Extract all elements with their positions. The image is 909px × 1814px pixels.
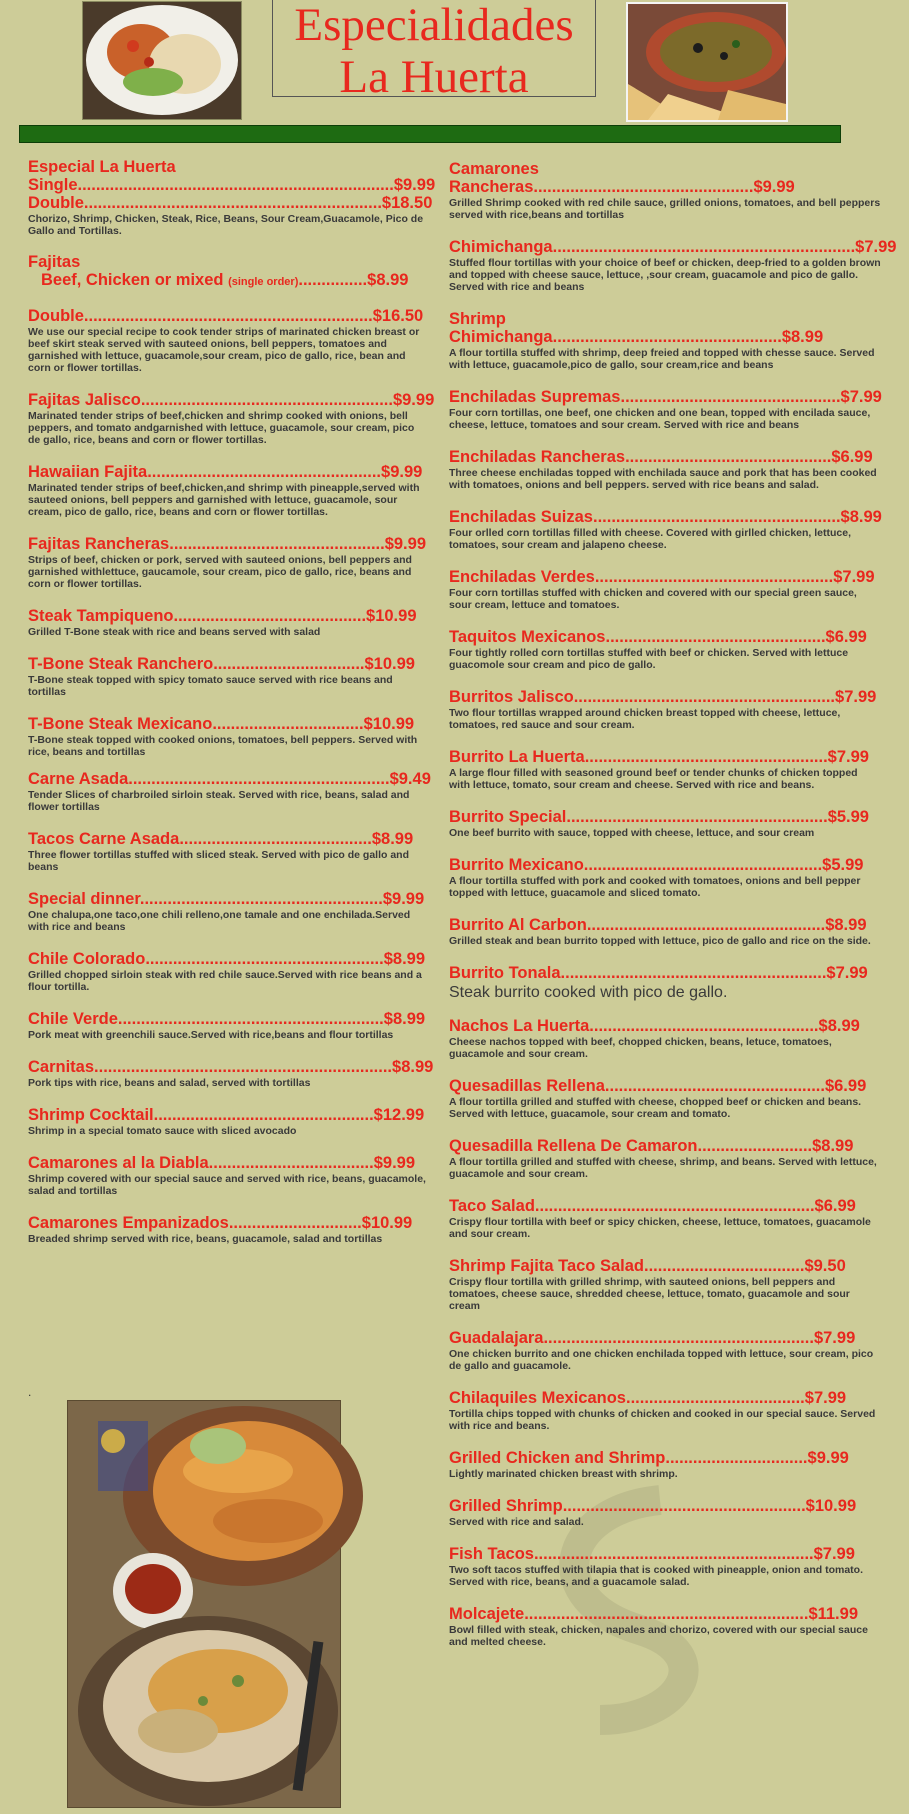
- menu-item: Steak Tampiqueno..........................................$10.99 Grilled T-Bone steak with rice and beans served with salad: [28, 607, 428, 638]
- item-description: One chalupa,one taco,one chili relleno,one tamale and one enchilada.Served with rice and beans: [28, 909, 411, 933]
- item-title: Especial La Huerta: [28, 158, 176, 176]
- menu-item: Fajitas Rancheras...............................................$9.99 Strips of beef, chicken or pork, served with sauteed onions, bell peppers and garnished withlettuce, gaucamole, sour cream, pico de gallo, rice, beans and corn or flower tortillas.: [28, 535, 426, 590]
- item-description: A flour tortilla grilled and stuffed with cheese, chopped beef or chicken and beans. Served with lettuce, guacamole, sour cream and tomato.: [449, 1096, 862, 1120]
- menu-item-fajitas: [28, 253, 428, 291]
- item-title: Fajitas: [28, 253, 81, 271]
- stray-dot: .: [28, 1385, 32, 1399]
- menu-item: Shrimp Fajita Taco Salad...................................$9.50 Crispy flour tortilla with grilled shrimp, with sauteed onions, bell peppers and tomatoes, cheese sauce, shredded cheese, lettuce, tomato, guacamole and sour cream: [449, 1257, 881, 1312]
- menu-item: T-Bone Steak Mexicano.................................$10.99 T-Bone steak topped with cooked onions, tomatoes, bell peppers. Served with rice, beans and tortillas: [28, 715, 428, 758]
- menu-item: T-Bone Steak Ranchero.................................$10.99 T-Bone steak topped with spicy tomato sauce served with rice beans and tortillas: [28, 655, 428, 698]
- menu-item: Guadalajara...........................................................$7.99 One chicken burrito and one chicken enchilada topped with lettuce, sour cream, pico de gallo and guacamole.: [449, 1329, 881, 1372]
- item-description: Grilled steak and bean burrito topped with lettuce, pico de gallo and rice on the side.: [449, 935, 871, 947]
- item-description: Four corn tortillas, one beef, one chicken and one bean, topped with encilada sauce, cheese, lettuce, tomatoes and sour cream. Served with rice and beans: [449, 407, 871, 431]
- title-line-1: Especialidades: [294, 0, 574, 51]
- item-description: A flour tortilla stuffed with pork and cooked with tomatoes, onions and bell pepper topped with lettuce, guacamole and sliced tomato.: [449, 875, 861, 899]
- item-description: Cheese nachos topped with beef, chopped chicken, beans, letuce, tomatoes, guacamole and sour cream.: [449, 1036, 832, 1060]
- rice-plate-photo: [82, 1, 242, 120]
- menu-item: Molcajete..............................................................$11.99 Bowl filled with steak, chicken, napales and chorizo, covered with our special sauce and melted cheese.: [449, 1605, 881, 1648]
- item-name-line: Single.....................................................................$9.99: [28, 176, 436, 194]
- menu-item: Special dinner.....................................................$9.99 One chalupa,one taco,one chili relleno,one tamale and one enchilada.Served with rice and beans: [28, 890, 428, 933]
- item-description: T-Bone steak topped with spicy tomato sauce served with rice beans and tortillas: [28, 674, 393, 698]
- menu-item: Fish Tacos.............................................................$7.99 Two soft tacos stuffed with tilapia that is cooked with pineapple, onion and tomato. Served with rice, beans, and a guacamole salad.: [449, 1545, 881, 1588]
- item-description: Two flour tortillas wrapped around chicken breast topped with cheese, lettuce, tomatoes, red sauce and sour cream.: [449, 707, 841, 731]
- item-description: Pork tips with rice, beans and salad, served with tortillas: [28, 1077, 311, 1089]
- menu-item: Grilled Chicken and Shrimp...............................$9.99 Lightly marinated chicken breast with shrimp.: [449, 1449, 881, 1480]
- menu-item-shrimp-chimichanga: Shrimp Chimichanga..................................................$8.99 A flour tortilla stuffed with shrimp, deep freied and topped with chesse sauce. Served with lettuce, guacamole,pico de gallo, sour cream,rice and beans: [449, 310, 881, 371]
- menu-item: Nachos La Huerta..................................................$8.99 Cheese nachos topped with beef, chopped chicken, beans, letuce, tomatoes, guacamole and sour cream.: [449, 1017, 881, 1060]
- menu-item: Burrito Al Carbon....................................................$8.99 Grilled steak and bean burrito topped with lettuce, pico de gallo and rice on the side.: [449, 916, 881, 947]
- item-description: Tortilla chips topped with chunks of chicken and cooked in our special sauce. Served with rice and beans.: [449, 1408, 876, 1432]
- menu-item: Carnitas.................................................................$8.99 Pork tips with rice, beans and salad, served with tortillas: [28, 1058, 434, 1089]
- item-description: One chicken burrito and one chicken enchilada topped with lettuce, sour cream, pico de gallo and guacamole.: [449, 1348, 874, 1372]
- item-description: Strips of beef, chicken or pork, served with sauteed onions, bell peppers and garnished withlettuce, gaucamole, sour cream, pico de gallo, rice, beans and corn or flower tortillas.: [28, 554, 412, 590]
- menu-item-camarones: Camarones Rancheras................................................$9.99 Grilled Shrimp cooked with red chile sauce, grilled onions, tomatoes, and bell peppers served with rice,beans and tortillas: [449, 160, 881, 221]
- item-description: Crispy flour tortilla with beef or spicy chicken, cheese, lettuce, tomatoes, guacamole and sour cream.: [449, 1216, 871, 1240]
- item-description: Crispy flour tortilla with grilled shrimp, with sauteed onions, bell peppers and tomatoes, cheese sauce, shredded cheese, lettuce, tomato, guacamole and sour cream: [449, 1276, 850, 1312]
- right-menu-column: [449, 160, 897, 1648]
- menu-item: Burrito Tonala..........................................................$7.99 Steak burrito cooked with pico de gallo.: [449, 964, 881, 1002]
- item-description: A flour tortilla stuffed with shrimp, deep freied and topped with chesse sauce. Served with lettuce, guacamole,pico de gallo, sour cream,rice and beans: [449, 347, 875, 371]
- left-menu-column: [28, 158, 436, 1245]
- item-title: Shrimp: [449, 310, 506, 328]
- item-description: We use our special recipe to cook tender strips of marinated chicken breast or beef skirt steak served with sauteed onions, bell peppers, tomatoes and garnished with lettuce, guacamole,sour cream, pico de gallo, rice, bean and corn or flower tortillas.: [28, 326, 420, 374]
- item-description: Grilled chopped sirloin steak with red chile sauce.Served with rice beans and a flour tortilla.: [28, 969, 422, 993]
- divider-bar: [19, 125, 841, 143]
- item-title: Camarones: [449, 160, 539, 178]
- menu-item: Burrito La Huerta.....................................................$7.99 A large flour filled with seasoned ground beef or tender chunks of chicken topped with lettuce, tomato, sour cream and cheese. Served with rice and beans.: [449, 748, 881, 791]
- item-description: Breaded shrimp served with rice, beans, guacamole, salad and tortillas: [28, 1233, 383, 1245]
- title-line-2: La Huerta: [339, 51, 529, 103]
- item-description: Grilled T-Bone steak with rice and beans served with salad: [28, 626, 321, 638]
- item-description: Bowl filled with steak, chicken, napales and chorizo, covered with our special sauce and melted cheese.: [449, 1624, 868, 1648]
- item-description: Four orlled corn tortillas filled with cheese. Covered with girlled chicken, lettuce, tomatoes, sour cream and jalapeno cheese.: [449, 527, 852, 551]
- menu-item: Camarones Empanizados.............................$10.99 Breaded shrimp served with rice, beans, guacamole, salad and tortillas: [28, 1214, 428, 1245]
- item-description: Grilled Shrimp cooked with red chile sauce, grilled onions, tomatoes, and bell peppers served with rice,beans and tortillas: [449, 197, 881, 221]
- item-description: A large flour filled with seasoned ground beef or tender chunks of chicken topped with lettuce, tomato, sour cream and cheese. Served with rice and beans.: [449, 767, 858, 791]
- item-description: Stuffed flour tortillas with your choice of beef or chicken, deep-fried to a golden brown and topped with cheese sauce, lettuce, ,sour cream, guacamole and pico de gallo. Served with rice and beans: [449, 257, 881, 293]
- menu-item: Taco Salad.............................................................$6.99 Crispy flour tortilla with beef or spicy chicken, cheese, lettuce, tomatoes, guacamole and sour cream.: [449, 1197, 881, 1240]
- item-description: Chorizo, Shrimp, Chicken, Steak, Rice, Beans, Sour Cream,Guacamole, Pico de Gallo and Tortillas.: [28, 213, 424, 237]
- menu-item: Double...............................................................$16.50 We use our special recipe to cook tender strips of marinated chicken breast or beef skirt steak served with sauteed onions, bell peppers, tomatoes and garnished with lettuce, guacamole,sour cream, pico de gallo, rice, bean and corn or flower tortillas.: [28, 307, 428, 374]
- menu-item: Burrito Special.........................................................$5.99 One beef burrito with sauce, topped with cheese, lettuce, and sour cream: [449, 808, 881, 839]
- item-name-line: Double.................................................................$18.50: [28, 194, 433, 212]
- dip-and-chips-photo: [626, 2, 788, 122]
- item-name-line: Beef, Chicken or mixed (single order)...............$8.99: [41, 271, 409, 289]
- menu-item: Enchiladas Suizas......................................................$8.99 Four orlled corn tortillas filled with cheese. Covered with girlled chicken, lettuce, tomatoes, sour cream and jalapeno cheese.: [449, 508, 882, 551]
- menu-item: Quesadillas Rellena................................................$6.99 A flour tortilla grilled and stuffed with cheese, chopped beef or chicken and beans. Served with lettuce, guacamole, sour cream and tomato.: [449, 1077, 881, 1120]
- item-description: T-Bone steak topped with cooked onions, tomatoes, bell peppers. Served with rice, beans and tortillas: [28, 734, 418, 758]
- item-description: Three cheese enchiladas topped with enchilada sauce and pork that has been cooked with tomatoes, onions and bell peppers. served with rice beans and salad.: [449, 467, 877, 491]
- menu-item: Tacos Carne Asada..........................................$8.99 Three flower tortillas stuffed with sliced steak. Served with pico de gallo and beans: [28, 830, 428, 873]
- item-description: Three flower tortillas stuffed with sliced steak. Served with pico de gallo and beans: [28, 849, 409, 873]
- menu-item: Burrito Mexicano....................................................$5.99 A flour tortilla stuffed with pork and cooked with tomatoes, onions and bell pepper topped with lettuce, guacamole and sliced tomato.: [449, 856, 881, 899]
- menu-item: Grilled Shrimp.....................................................$10.99 Served with rice and salad.: [449, 1497, 881, 1528]
- menu-item: Chile Colorado....................................................$8.99 Grilled chopped sirloin steak with red chile sauce.Served with rice beans and a flour tortilla.: [28, 950, 428, 993]
- menu-item: Enchiladas Verdes....................................................$7.99 Four corn tortillas stuffed with chicken and covered with our special green sauce, sour cream, lettuce and tomatoes.: [449, 568, 881, 611]
- menu-item: Burritos Jalisco.........................................................$7.99 Two flour tortillas wrapped around chicken breast topped with cheese, lettuce, tomatoes, red sauce and sour cream.: [449, 688, 881, 731]
- menu-item: Quesadilla Rellena De Camaron.........................$8.99 A flour tortilla grilled and stuffed with cheese, shrimp, and beans. Served with lettuce, guacamole and sour cream.: [449, 1137, 881, 1180]
- menu-item: Enchiladas Supremas................................................$7.99 Four corn tortillas, one beef, one chicken and one bean, topped with encilada sauce, cheese, lettuce, tomatoes and sour cream. Served with rice and beans: [449, 388, 882, 431]
- menu-title: [272, 0, 596, 103]
- menu-item: Camarones al la Diabla....................................$9.99 Shrimp covered with our special sauce and served with rice, beans, guacamole, salad and tortillas: [28, 1154, 428, 1197]
- item-description: A flour tortilla grilled and stuffed with cheese, shrimp, and beans. Served with lettuce, guacamole and sour cream.: [449, 1156, 877, 1180]
- item-description: Four corn tortillas stuffed with chicken and covered with our special green sauce, sour cream, lettuce and tomatoes.: [449, 587, 857, 611]
- menu-item: Chilaquiles Mexicanos.......................................$7.99 Tortilla chips topped with chunks of chicken and cooked in our special sauce. Served with rice and beans.: [449, 1389, 881, 1432]
- menu-item: Chimichanga..................................................................$7.99 Stuffed flour tortillas with your choice of beef or chicken, deep-fried to a golden brown and topped with cheese sauce, lettuce, ,sour cream, guacamole and pico de gallo. Served with rice and beans: [449, 238, 897, 293]
- enchilada-plate-photo: [67, 1400, 341, 1808]
- item-description: Shrimp covered with our special sauce and served with rice, beans, guacamole, salad and tortillas: [28, 1173, 426, 1197]
- item-description: Two soft tacos stuffed with tilapia that is cooked with pineapple, onion and tomato. Served with rice, beans, and a guacamole salad.: [449, 1564, 863, 1588]
- item-description: Marinated tender strips of beef,chicken,and shrimp with pineapple,served with sauteed onions, bell peppers and garnished with lettuce, guacamole, sour cream, pico de gallo, rice, beans and corn or flower tortillas.: [28, 482, 420, 518]
- menu-item: Chile Verde..........................................................$8.99 Pork meat with greenchili sauce.Served with rice,beans and flour tortillas: [28, 1010, 428, 1041]
- menu-item: Fajitas Jalisco.......................................................$9.99 Marinated tender strips of beef,chicken and shrimp cooked with onions, bell peppers, and tomato andgarnished with lettuce, guacamole, sour cream, pico de gallo, rice, beans and corn or flower tortillas.: [28, 391, 435, 446]
- menu-item-especial: [28, 158, 436, 237]
- menu-item: Shrimp Cocktail................................................$12.99 Shrimp in a special tomato sauce with sliced avocado: [28, 1106, 428, 1137]
- item-description: One beef burrito with sauce, topped with cheese, lettuce, and sour cream: [449, 827, 815, 839]
- item-description: Lightly marinated chicken breast with shrimp.: [449, 1468, 678, 1480]
- item-description: Pork meat with greenchili sauce.Served with rice,beans and flour tortillas: [28, 1029, 394, 1041]
- item-description: Four tightly rolled corn tortillas stuffed with beef or chicken. Served with lettuce guacomole sour cream and pico de gallo.: [449, 647, 849, 671]
- item-description: Served with rice and salad.: [449, 1516, 584, 1528]
- menu-item: Enchiladas Rancheras.............................................$6.99 Three cheese enchiladas topped with enchilada sauce and pork that has been cooked with tomatoes, onions and bell peppers. served with rice beans and salad.: [449, 448, 881, 491]
- menu-item: Hawaiian Fajita...................................................$9.99 Marinated tender strips of beef,chicken,and shrimp with pineapple,served with sauteed onions, bell peppers and garnished with lettuce, guacamole, sour cream, pico de gallo, rice, beans and corn or flower tortillas.: [28, 463, 428, 518]
- item-description: Steak burrito cooked with pico de gallo.: [449, 984, 728, 1001]
- item-description: Shrimp in a special tomato sauce with sliced avocado: [28, 1125, 297, 1137]
- menu-item: Carne Asada.........................................................$9.49 Tender Slices of charbroiled sirloin steak. Served with rice, beans, salad and flower tortillas: [28, 770, 431, 813]
- item-description: Tender Slices of charbroiled sirloin steak. Served with rice, beans, salad and flower tortillas: [28, 789, 410, 813]
- item-description: Marinated tender strips of beef,chicken and shrimp cooked with onions, bell peppers, and tomato andgarnished with lettuce, guacamole, sour cream, pico de gallo, rice, beans and corn or flower tortillas.: [28, 410, 415, 446]
- menu-item: Taquitos Mexicanos................................................$6.99 Four tightly rolled corn tortillas stuffed with beef or chicken. Served with lettuce guacomole sour cream and pico de gallo.: [449, 628, 881, 671]
